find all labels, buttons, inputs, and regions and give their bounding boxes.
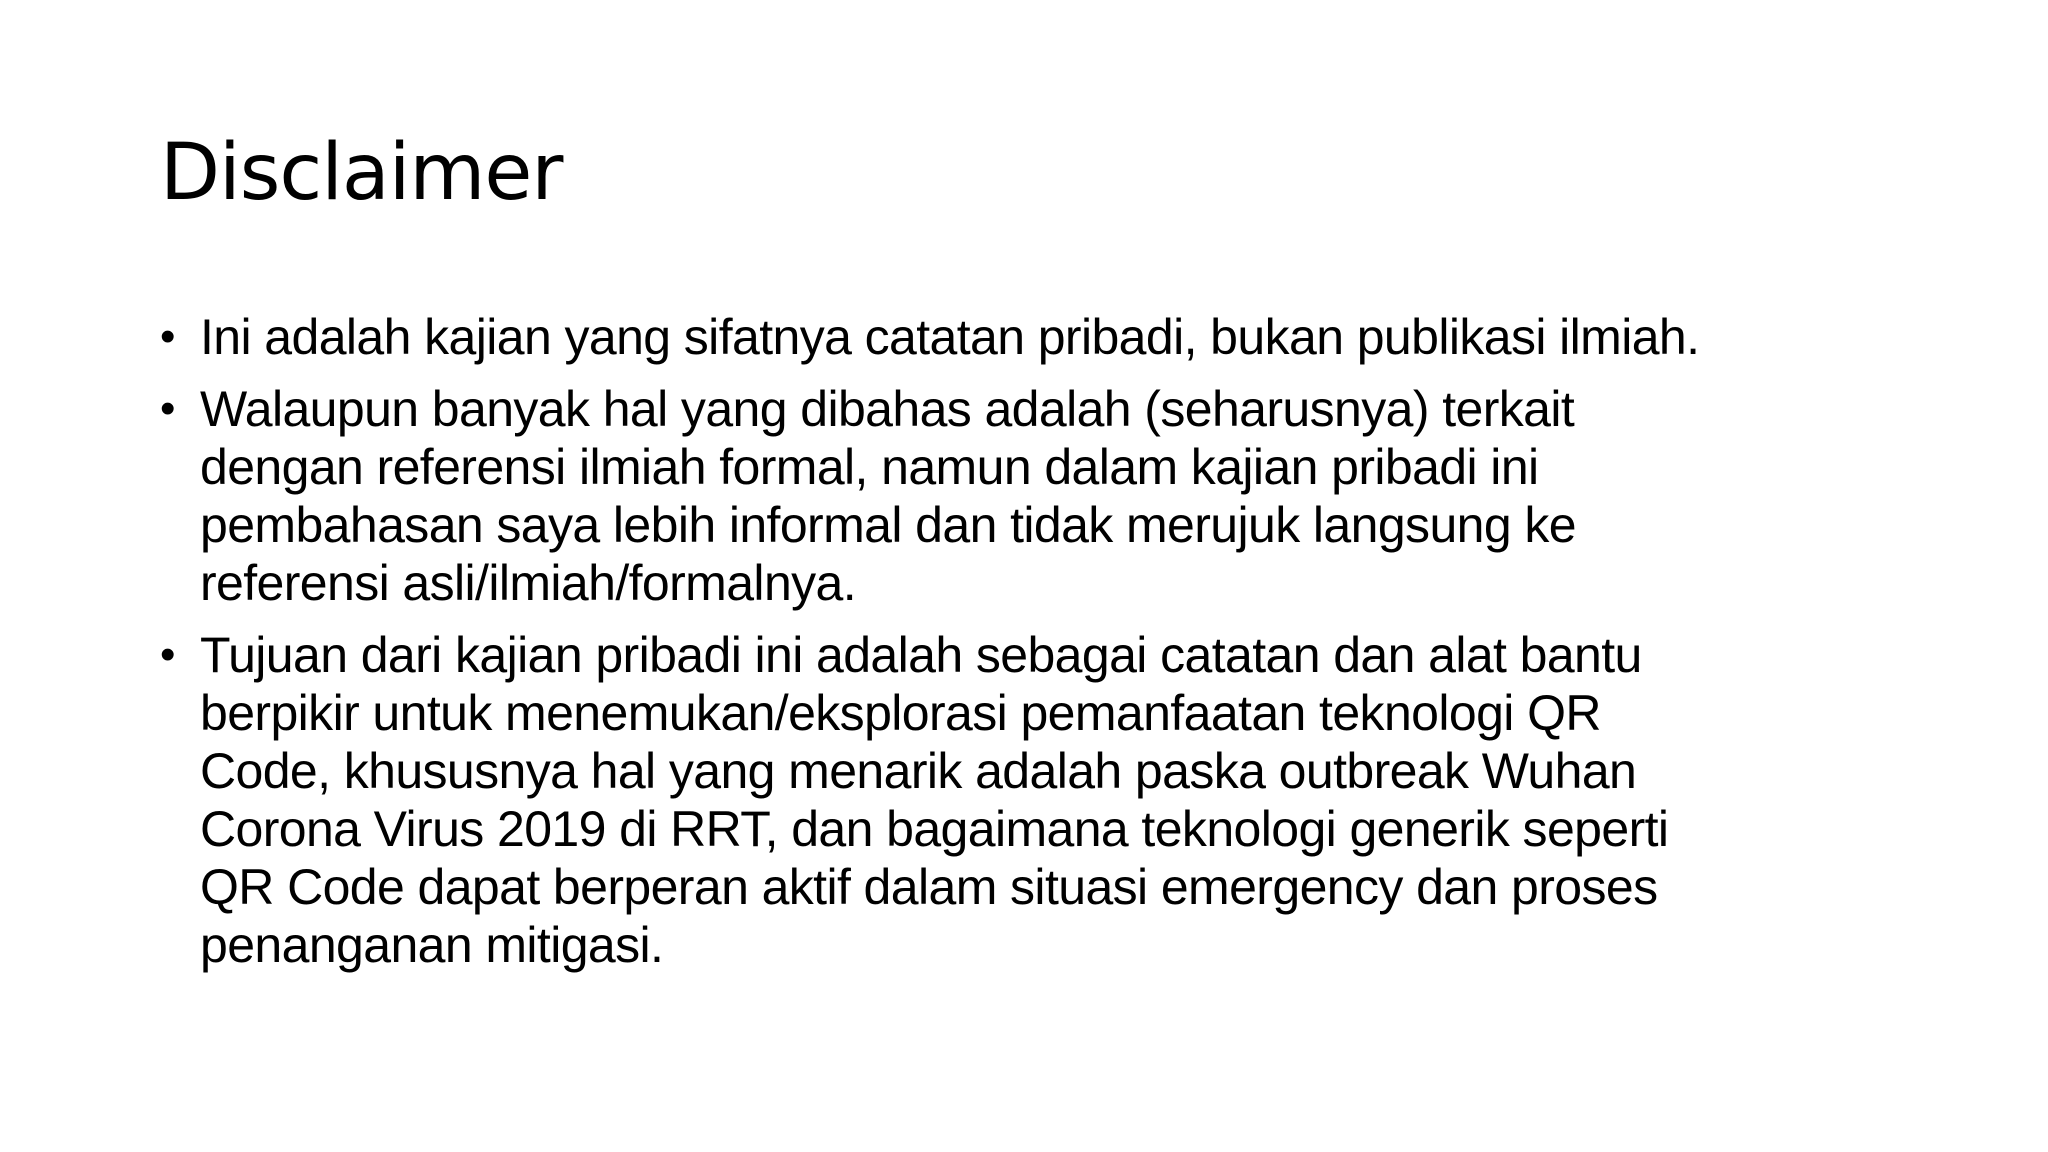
bullet-list <box>160 308 1920 988</box>
bullet-text <box>200 626 1920 974</box>
bullet-text <box>200 308 1920 366</box>
slide-title: Disclaimer <box>160 128 563 218</box>
bullet-item-1 <box>160 308 1920 366</box>
bullet-text <box>200 380 1920 612</box>
bullet-item-2 <box>160 380 1920 612</box>
bullet-line: QR Code dapat berperan aktif dalam situasi emergency dan proses <box>200 859 1658 915</box>
bullet-line: Code, khususnya hal yang menarik adalah paska outbreak Wuhan <box>200 743 1637 799</box>
bullet-line: pembahasan saya lebih informal dan tidak merujuk langsung ke <box>200 497 1576 553</box>
bullet-item-3 <box>160 626 1920 974</box>
bullet-line: Ini adalah kajian yang sifatnya catatan pribadi, bukan publikasi ilmiah. <box>200 309 1700 365</box>
bullet-line: referensi asli/ilmiah/formalnya. <box>200 555 857 611</box>
bullet-icon: • <box>160 384 175 433</box>
bullet-line: dengan referensi ilmiah formal, namun dalam kajian pribadi ini <box>200 439 1539 495</box>
bullet-line: Corona Virus 2019 di RRT, dan bagaimana teknologi generik seperti <box>200 801 1669 857</box>
bullet-line: penanganan mitigasi. <box>200 917 664 973</box>
bullet-line: Tujuan dari kajian pribadi ini adalah sebagai catatan dan alat bantu <box>200 627 1642 683</box>
bullet-icon: • <box>160 630 175 679</box>
bullet-line: berpikir untuk menemukan/eksplorasi pemanfaatan teknologi QR <box>200 685 1601 741</box>
bullet-line: Walaupun banyak hal yang dibahas adalah (seharusnya) terkait <box>200 381 1575 437</box>
bullet-icon: • <box>160 312 175 361</box>
